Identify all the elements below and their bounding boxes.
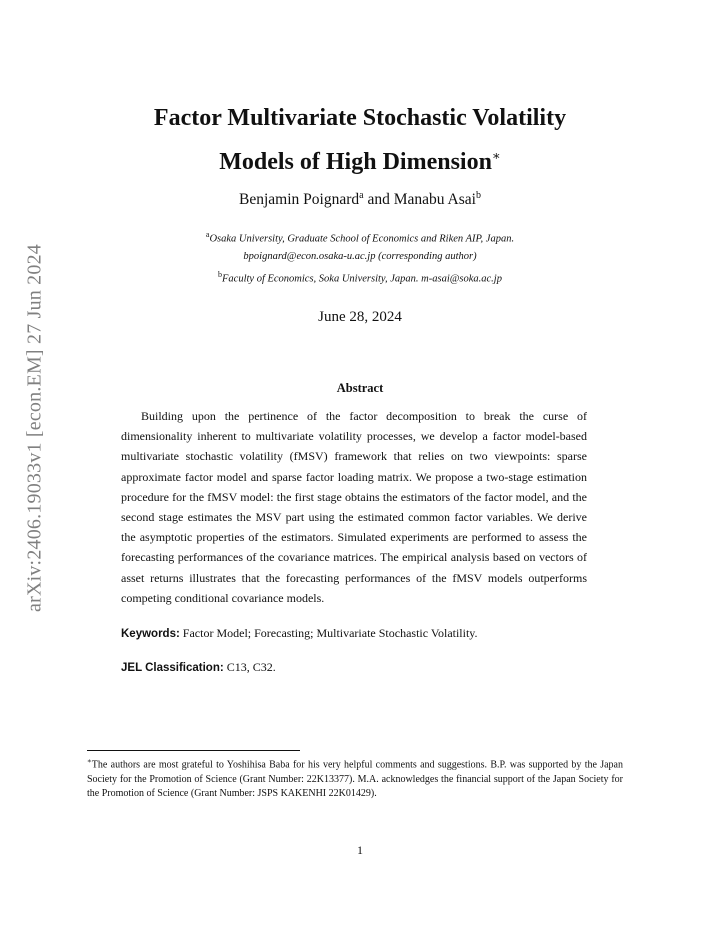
author-2-mark: b — [475, 190, 481, 201]
jel-label: JEL Classification: — [121, 662, 224, 674]
jel-classification — [121, 660, 587, 675]
arxiv-stamp: arXiv:2406.19033v1 [econ.EM] 27 Jun 2024 — [23, 244, 46, 612]
title-line-2 — [0, 137, 720, 181]
keywords-text: Factor Model; Forecasting; Multivariate Stochastic Volatility. — [179, 626, 478, 640]
author-conjunction: and — [363, 191, 394, 209]
affiliation-a-text: Osaka University, Graduate School of Economics and Riken AIP, Japan. — [209, 233, 515, 245]
affiliation-a-mark: a — [205, 230, 210, 239]
author-2: Manabu Asai — [393, 191, 476, 209]
abstract-body: Building upon the pertinence of the factor decomposition to break the curse of dimensionality inherent to multivariate volatility processes, we develop a factor model-based multivariate stochastic volatility (fMSV) framework that relies on two viewpoints: sparse approximate factor model and sparse factor loading matrix. We propose a two-stage estimation procedure for the fMSV model: the first stage obtains the estimators of the factor model, and the second stage estimates the MSV part using the estimated common factor variables. We derive the asymptotic properties of the estimators. Simulated experiments are performed to assess the forecasting performances of the covariance matrices. The empirical analysis based on vectors of asset returns illustrates that the forecasting performances of the fMSV models outperforms competing conditional covariance models. — [121, 409, 587, 605]
footnote-text: The authors are most grateful to Yoshihisa Baba for his very helpful comments and suggestions. B.P. was supported by the Japan Society for the Promotion of Science (Grant Number: 22K13377). M.A. acknowledges the financial support of the Japan Society for the Promotion of Science (Grant Number: JSPS KAKENHI 22K01429). — [87, 759, 623, 799]
affiliation-b-mark: b — [218, 269, 222, 279]
footnote-mark: ∗ — [87, 757, 92, 765]
keywords — [121, 626, 587, 641]
title-line-1: Factor Multivariate Stochastic Volatility — [153, 105, 567, 131]
affiliation-b — [0, 266, 720, 288]
author-line — [0, 190, 720, 209]
page-number: 1 — [357, 843, 363, 857]
footnote — [87, 754, 623, 801]
author-1-mark: a — [359, 190, 364, 201]
abstract-heading: Abstract — [336, 381, 384, 395]
paper-date: June 28, 2024 — [318, 309, 402, 325]
jel-text: C13, C32. — [223, 660, 276, 674]
keywords-label: Keywords: — [121, 628, 180, 640]
paper-title — [0, 100, 720, 181]
title-line-2-text: Models of High Dimension — [219, 149, 492, 175]
affiliation-b-text: Faculty of Economics, Soka University, Japan. m-asai@soka.ac.jp — [222, 273, 502, 284]
affiliations — [0, 226, 720, 288]
footnote-rule — [87, 750, 300, 751]
affiliation-a-email: bpoignard@econ.osaka-u.ac.jp (corresponding author) — [243, 251, 477, 262]
affiliation-a — [0, 226, 720, 248]
title-footnote-mark: ∗ — [491, 148, 501, 163]
author-1: Benjamin Poignard — [239, 191, 360, 209]
